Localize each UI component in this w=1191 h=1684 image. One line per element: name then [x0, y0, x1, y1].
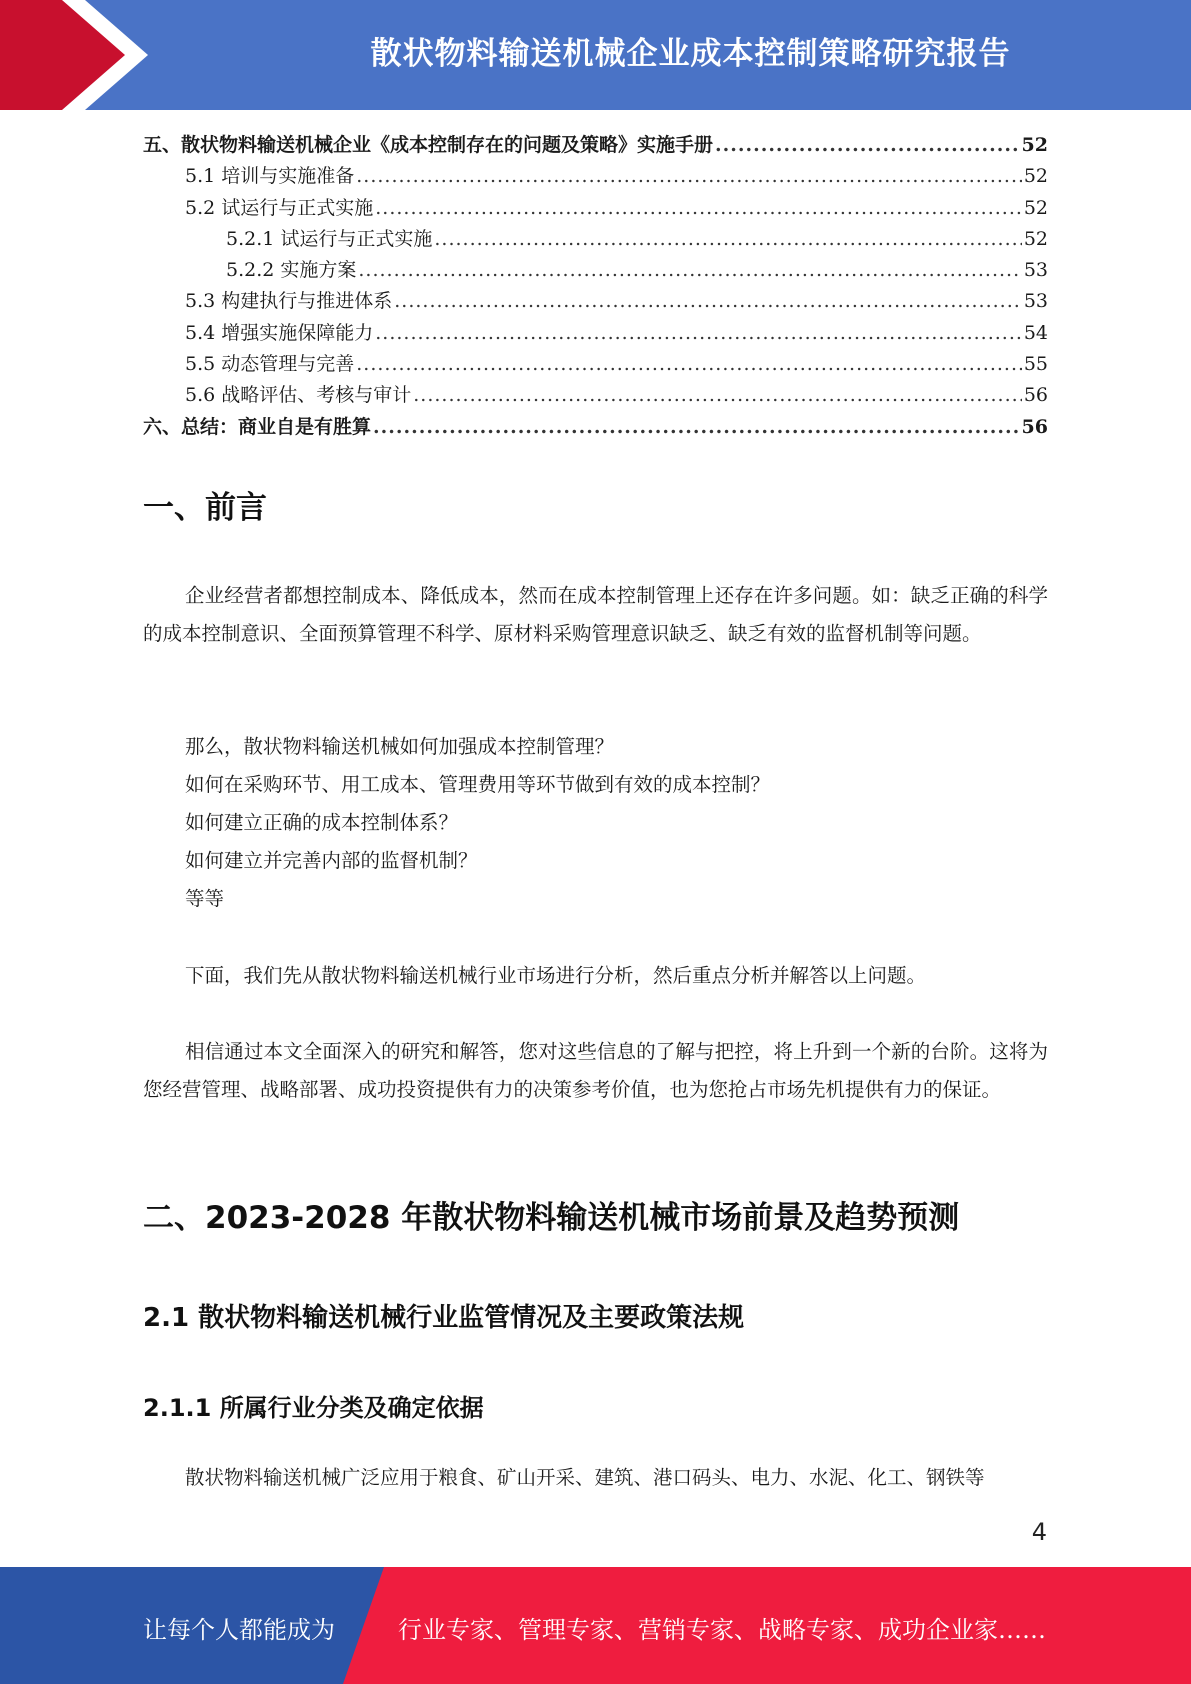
- toc-leader-dots: [356, 161, 1022, 192]
- toc-leader-dots: [715, 130, 1020, 161]
- page-number: 4: [1031, 1518, 1047, 1546]
- toc-entry[interactable]: [143, 161, 1048, 192]
- footer-slogan-left: 让每个人都能成为: [143, 1616, 335, 1644]
- question-line: 等等: [185, 887, 225, 910]
- toc-entry-label: 5.2.1 试运行与正式实施: [226, 227, 433, 250]
- toc-entry-page: 56: [1023, 384, 1048, 407]
- toc-leader-dots: [375, 318, 1022, 349]
- toc-entry[interactable]: [143, 255, 1048, 286]
- toc-entry-label: 5.3 构建执行与推进体系: [185, 290, 393, 313]
- toc-entry-label: 五、散状物料输送机械企业《成本控制存在的问题及策略》实施手册: [143, 134, 714, 156]
- section-heading-preface: 一、前言: [143, 490, 267, 526]
- toc-entry-page: 52: [1023, 227, 1048, 250]
- table-of-contents: [143, 130, 1048, 443]
- toc-entry[interactable]: [143, 349, 1048, 380]
- toc-entry-label: 5.5 动态管理与完善: [185, 353, 355, 376]
- classification-paragraph: 散状物料输送机械广泛应用于粮食、矿山开采、建筑、港口码头、电力、水泥、化工、钢铁等: [185, 1466, 985, 1489]
- toc-entry[interactable]: [143, 318, 1048, 349]
- toc-entry-page: 55: [1023, 353, 1048, 376]
- toc-entry[interactable]: [143, 224, 1048, 255]
- question-line: 那么，散状物料输送机械如何加强成本控制管理？: [185, 735, 615, 758]
- toc-leader-dots: [373, 412, 1020, 443]
- toc-entry-label: 5.1 培训与实施准备: [185, 165, 355, 188]
- toc-entry-label: 5.2 试运行与正式实施: [185, 196, 374, 219]
- toc-entry-page: 53: [1023, 290, 1048, 313]
- preface-paragraph-3: 相信通过本文全面深入的研究和解答，您对这些信息的了解与把控，将上升到一个新的台阶。这将为您经营管理、战略部署、成功投资提供有力的决策参考价值，也为您抢占市场先机提供有力的保证。: [143, 1040, 1048, 1101]
- toc-entry[interactable]: [143, 380, 1048, 411]
- toc-entry-label: 5.6 战略评估、考核与审计: [185, 384, 412, 407]
- question-line: 如何在采购环节、用工成本、管理费用等环节做到有效的成本控制？: [185, 773, 771, 796]
- toc-entry-label: 5.2.2 实施方案: [226, 259, 357, 282]
- toc-leader-dots: [356, 349, 1022, 380]
- question-line: 如何建立并完善内部的监督机制？: [185, 849, 478, 872]
- preface-paragraph-2: 下面，我们先从散状物料输送机械行业市场进行分析，然后重点分析并解答以上问题。: [185, 964, 927, 987]
- toc-entry[interactable]: [143, 412, 1048, 443]
- toc-leader-dots: [375, 193, 1022, 224]
- section-heading-market-outlook: 二、2023-2028 年散状物料输送机械市场前景及趋势预测: [143, 1200, 960, 1236]
- toc-entry-label: 5.4 增强实施保障能力: [185, 321, 374, 344]
- toc-entry-page: 52: [1023, 196, 1048, 219]
- toc-entry-page: 56: [1021, 415, 1048, 438]
- header-title: 散状物料输送机械企业成本控制策略研究报告: [370, 36, 1011, 72]
- preface-paragraph-1: 企业经营者都想控制成本、降低成本，然而在成本控制管理上还存在许多问题。如：缺乏正确的科学的成本控制意识、全面预算管理不科学、原材料采购管理意识缺乏、缺乏有效的监督机制等问题。: [143, 584, 1048, 645]
- toc-leader-dots: [394, 286, 1022, 317]
- page-footer: [0, 1567, 1191, 1684]
- subsection-heading-classification: 2.1.1 所属行业分类及确定依据: [143, 1394, 484, 1422]
- toc-entry-page: 53: [1023, 259, 1048, 282]
- subsection-heading-regulation: 2.1 散状物料输送机械行业监管情况及主要政策法规: [143, 1303, 745, 1333]
- toc-entry-page: 54: [1023, 321, 1048, 344]
- toc-entry[interactable]: [143, 193, 1048, 224]
- footer-slogan-right: 行业专家、管理专家、营销专家、战略专家、成功企业家……: [398, 1616, 1046, 1644]
- toc-entry-label: 六、总结：商业自是有胜算: [143, 415, 372, 438]
- toc-leader-dots: [358, 255, 1021, 286]
- toc-leader-dots: [413, 380, 1022, 411]
- toc-entry-page: 52: [1021, 134, 1048, 156]
- toc-leader-dots: [434, 224, 1021, 255]
- page-header: [0, 0, 1191, 110]
- toc-entry[interactable]: [143, 286, 1048, 317]
- toc-entry-page: 52: [1023, 165, 1048, 188]
- toc-entry[interactable]: [143, 130, 1048, 161]
- question-line: 如何建立正确的成本控制体系？: [185, 811, 459, 834]
